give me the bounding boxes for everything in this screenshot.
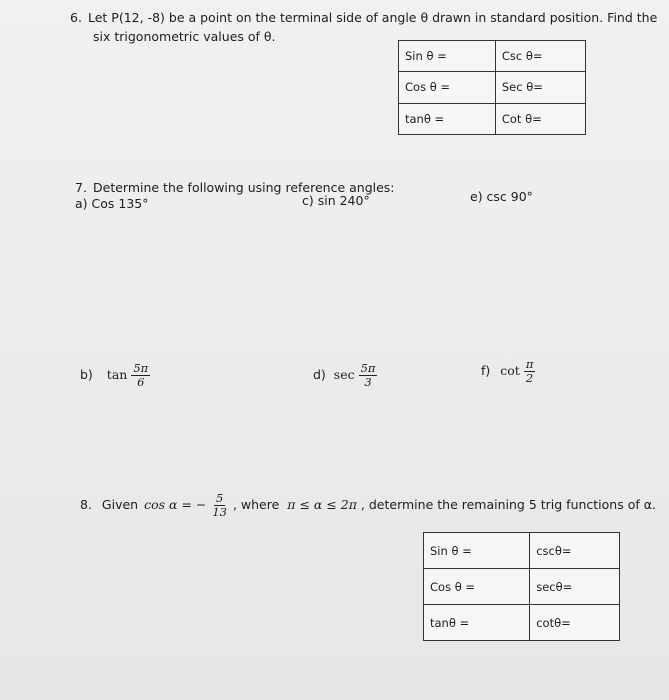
q8-where: , where: [232, 497, 280, 512]
q6-text-line1: Let P(12, -8) be a point on the terminal side of angle θ drawn in standard position. Find the: [88, 10, 658, 25]
q7-f-numerator: π: [525, 357, 534, 371]
q7-b-denominator: 6: [137, 375, 145, 389]
q8-number: 8.: [80, 497, 92, 512]
q6-number: 6.: [70, 10, 82, 25]
q7-part-f: [481, 358, 535, 385]
q6-cell-cos: Cos θ =: [399, 72, 496, 103]
q8-cell-sec: secθ=: [530, 569, 620, 605]
q7-d-denominator: 3: [364, 375, 372, 389]
q7-part-e: e) csc 90°: [470, 189, 533, 204]
q8-trig-table: [423, 532, 620, 641]
q8-tail: , determine the remaining 5 trig functions of α.: [360, 497, 656, 512]
q7-part-d: [313, 362, 377, 389]
q8-cell-cos: Cos θ =: [424, 569, 530, 605]
q7-f-label: f): [481, 363, 491, 378]
q7-f-function: cot: [500, 363, 520, 378]
q7-part-a: a) Cos 135°: [75, 196, 149, 211]
q7-d-numerator: 5π: [360, 361, 376, 375]
q8-denominator: 13: [212, 505, 227, 519]
q8-cell-csc: cscθ=: [530, 533, 620, 569]
q8-statement: [80, 492, 656, 519]
q7-d-label: d): [313, 367, 326, 382]
q7-b-fraction: [131, 362, 150, 389]
q7-b-numerator: 5π: [133, 361, 149, 375]
q7-d-function: sec: [333, 367, 355, 382]
q8-cell-tan: tanθ =: [424, 605, 530, 641]
q8-expression: cos α = −: [144, 497, 207, 512]
q6-cell-sec: Sec θ=: [495, 72, 585, 103]
q8-range: π ≤ α ≤ 2π: [287, 497, 357, 512]
q7-part-c: c) sin 240°: [302, 193, 370, 208]
q7-number: 7.: [75, 180, 87, 195]
q6-cell-tan: tanθ =: [399, 103, 496, 134]
q7-b-label: b): [80, 367, 93, 382]
q7-part-b: [80, 362, 150, 389]
q8-numerator: 5: [215, 491, 224, 505]
q6-cell-csc: Csc θ=: [495, 41, 585, 72]
q7-b-function: tan: [106, 367, 128, 382]
q6-cell-cot: Cot θ=: [495, 103, 585, 134]
q7-f-denominator: 2: [525, 371, 534, 385]
q6-cell-sin: Sin θ =: [399, 41, 496, 72]
q8-cell-sin: Sin θ =: [424, 533, 530, 569]
q8-cell-cot: cotθ=: [530, 605, 620, 641]
q8-given: Given: [101, 497, 139, 512]
q7-d-fraction: [359, 362, 378, 389]
q6-text-line2: six trigonometric values of θ.: [93, 29, 276, 44]
q7-heading: Determine the following using reference angles:: [93, 180, 395, 195]
q6-trig-table: [398, 40, 586, 135]
q7-f-fraction: [524, 358, 536, 385]
q8-fraction: [210, 492, 229, 519]
